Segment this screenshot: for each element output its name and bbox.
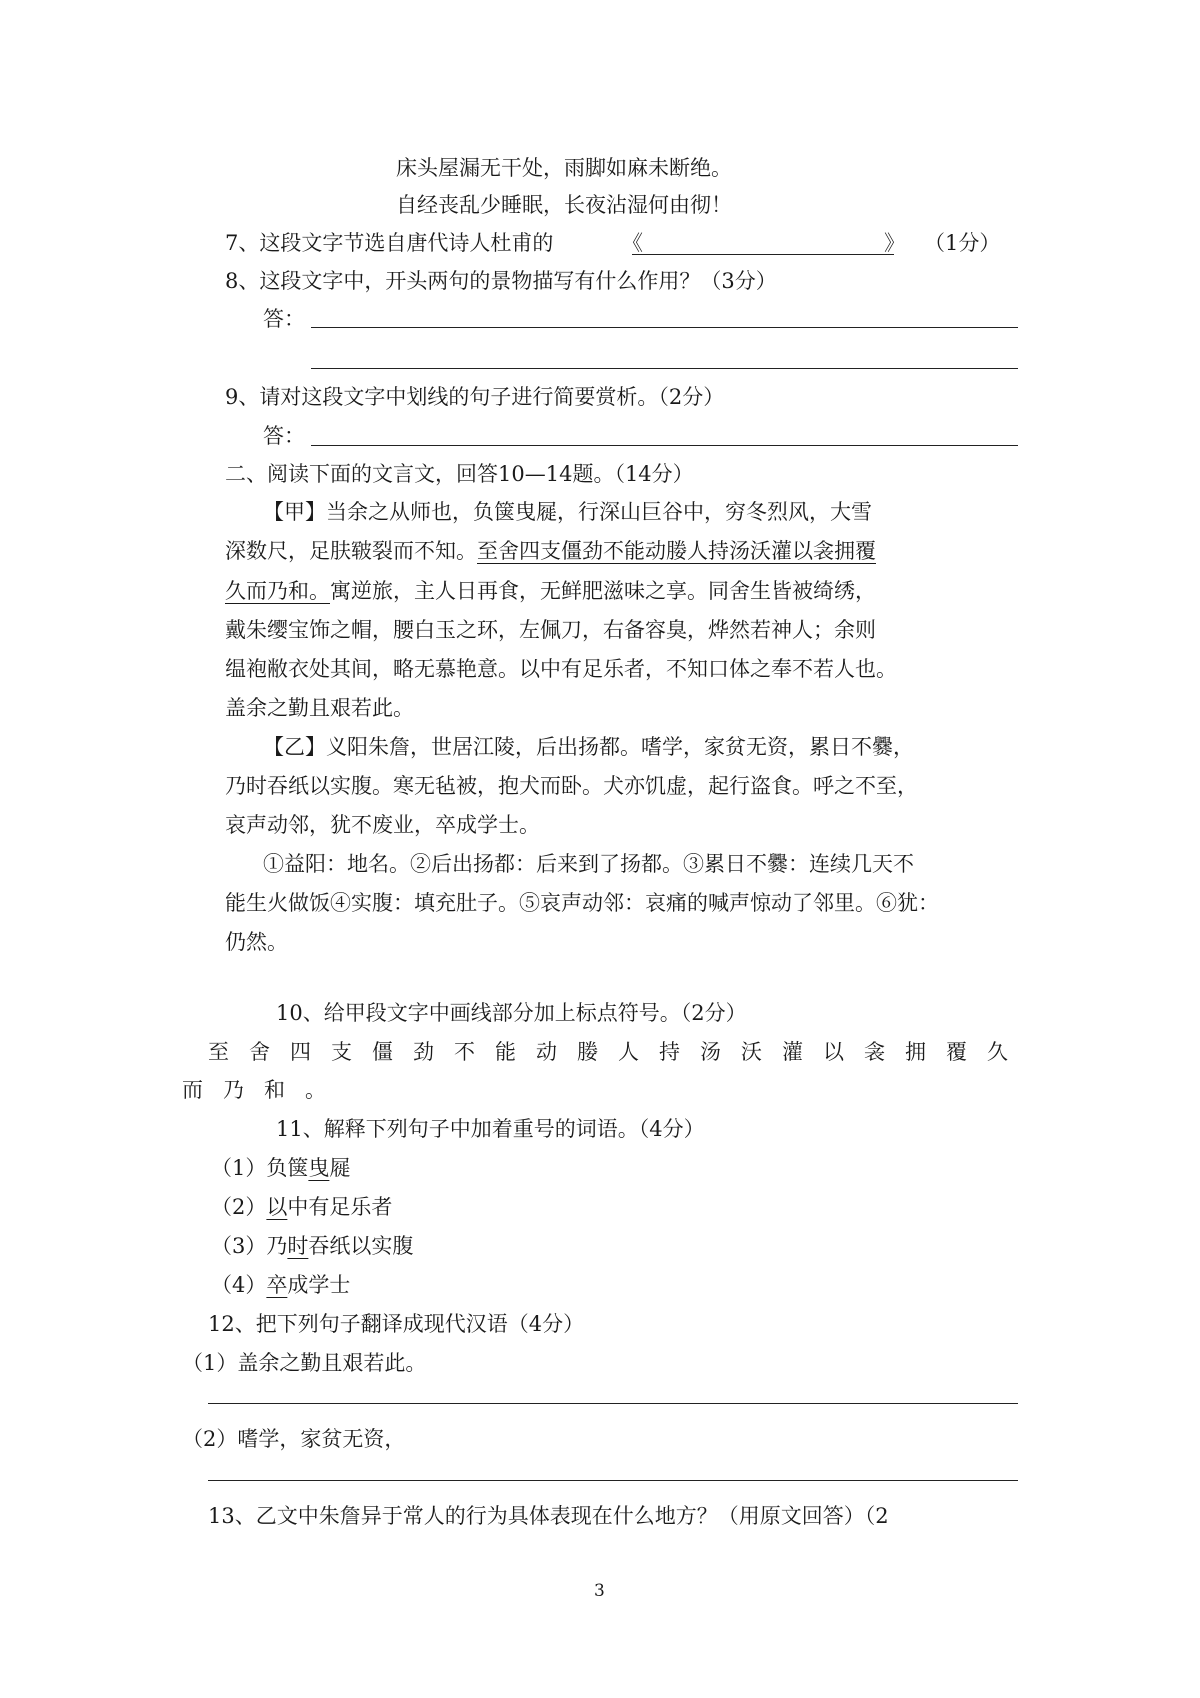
q11-item-3 <box>211 1231 413 1261</box>
passage-yi-line-2: 乃时吞纸以实腹。寒无毡被，抱犬而卧。犬亦饥虚，起行盗食。呼之不至， <box>225 774 918 798</box>
passage-yi-line-1: 【乙】义阳朱詹，世居江陵，后出扬都。嗜学，家贫无资，累日不爨， <box>263 735 914 759</box>
poem-line-2: 自经丧乱少睡眠，长夜沾湿何由彻！ <box>396 193 732 217</box>
q11-item-2-post: 中有足乐者 <box>287 1195 393 1219</box>
q8-answer-line-1[interactable] <box>311 327 1018 328</box>
q11-item-2-num: （2） <box>211 1195 267 1219</box>
q11-item-1-num: （1） <box>211 1156 267 1180</box>
question-11: 11、解释下列句子中加着重号的词语。（4分） <box>276 1117 705 1141</box>
q7-book-close: 》 <box>884 231 905 255</box>
passage-jia-line-3 <box>225 576 876 606</box>
poem-line-1: 床头屋漏无干处，雨脚如麻未断绝。 <box>396 156 732 180</box>
q11-item-3-pre: 乃 <box>266 1234 288 1258</box>
q10-unpunctuated-line-1: 至舍四支僵劲不能动媵人持汤沃灌以衾拥覆久 <box>208 1040 1028 1064</box>
passage-jia-text-3b: 寓逆旅，主人日再食，无鲜肥滋味之享。同舍生皆被绮绣， <box>330 579 876 603</box>
question-8: 8、这段文字中，开头两句的景物描写有什么作用？（3分） <box>225 269 777 293</box>
q11-item-3-num: （3） <box>211 1234 267 1258</box>
q11-item-1-pre: 负箧 <box>266 1156 309 1180</box>
q11-item-2-key: 以 <box>266 1195 288 1219</box>
q11-item-4-key: 卒 <box>266 1273 288 1297</box>
q11-item-1 <box>211 1153 350 1183</box>
notes-line-3: 仍然。 <box>225 930 288 954</box>
q12-sentence-1: （1）盖余之勤且艰若此。 <box>182 1351 427 1375</box>
q7-book-open: 《 <box>622 231 643 255</box>
q11-item-4-num: （4） <box>211 1273 267 1297</box>
q11-item-3-post: 吞纸以实腹 <box>308 1234 414 1258</box>
q12-sentence-2: （2）嗜学，家贫无资， <box>182 1427 406 1451</box>
passage-jia-text-2a: 深数尺，足肤皲裂而不知。 <box>225 539 477 563</box>
q9-answer-line[interactable] <box>311 445 1018 446</box>
q11-item-2 <box>211 1192 392 1222</box>
passage-yi-line-3: 哀声动邻，犹不废业，卒成学士。 <box>225 813 540 837</box>
q12-answer-line-2[interactable] <box>208 1480 1018 1481</box>
question-13: 13、乙文中朱詹异于常人的行为具体表现在什么地方？（用原文回答）（2 <box>208 1504 889 1528</box>
q8-answer-line-2[interactable] <box>311 368 1018 369</box>
passage-jia-line-1 <box>263 497 872 527</box>
question-12: 12、把下列句子翻译成现代汉语（4分） <box>208 1312 585 1336</box>
q12-answer-line-1[interactable] <box>208 1403 1018 1404</box>
passage-jia-line-5: 缊袍敝衣处其间，略无慕艳意。以中有足乐者，不知口体之奉不若人也。 <box>225 657 897 681</box>
question-9: 9、请对这段文字中划线的句子进行简要赏析。（2分） <box>225 385 725 409</box>
passage-jia-underlined-1: 至舍四支僵劲不能动媵人持汤沃灌以衾拥覆 <box>477 539 876 563</box>
page-number: 3 <box>594 1581 605 1601</box>
section-2-heading: 二、阅读下面的文言文，回答10—14题。（14分） <box>225 462 694 486</box>
q7-answer-blank[interactable] <box>632 254 894 255</box>
q11-item-4-post: 成学士 <box>287 1273 351 1297</box>
passage-jia-underlined-2: 久而乃和。 <box>225 579 330 603</box>
notes-line-1: ①益阳：地名。②后出扬都：后来到了扬都。③累日不爨：连续几天不 <box>263 852 914 876</box>
passage-jia-text-1: 【甲】当余之从师也，负箧曳屣，行深山巨谷中，穷冬烈风，大雪 <box>263 500 872 524</box>
passage-jia-line-2 <box>225 536 876 566</box>
question-7-text: 7、这段文字节选自唐代诗人杜甫的 <box>225 231 554 255</box>
q10-unpunctuated-line-2: 而乃和。 <box>182 1078 346 1102</box>
q8-answer-label: 答： <box>263 307 305 331</box>
q11-item-4 <box>211 1270 350 1300</box>
notes-line-2: 能生火做饭④实腹：填充肚子。⑤哀声动邻：哀痛的喊声惊动了邻里。⑥犹： <box>225 891 939 915</box>
q11-item-1-key: 曳 <box>308 1156 330 1180</box>
question-10: 10、给甲段文字中画线部分加上标点符号。（2分） <box>276 1001 747 1025</box>
question-7 <box>225 228 553 258</box>
passage-jia-line-4: 戴朱缨宝饰之帽，腰白玉之环，左佩刀，右备容臭，烨然若神人；余则 <box>225 618 876 642</box>
q11-item-3-key: 时 <box>287 1234 309 1258</box>
q7-score: （1分） <box>924 231 1001 255</box>
passage-jia-line-6: 盖余之勤且艰若此。 <box>225 696 414 720</box>
q11-item-1-post: 屣 <box>329 1156 351 1180</box>
q9-answer-label: 答： <box>263 424 305 448</box>
